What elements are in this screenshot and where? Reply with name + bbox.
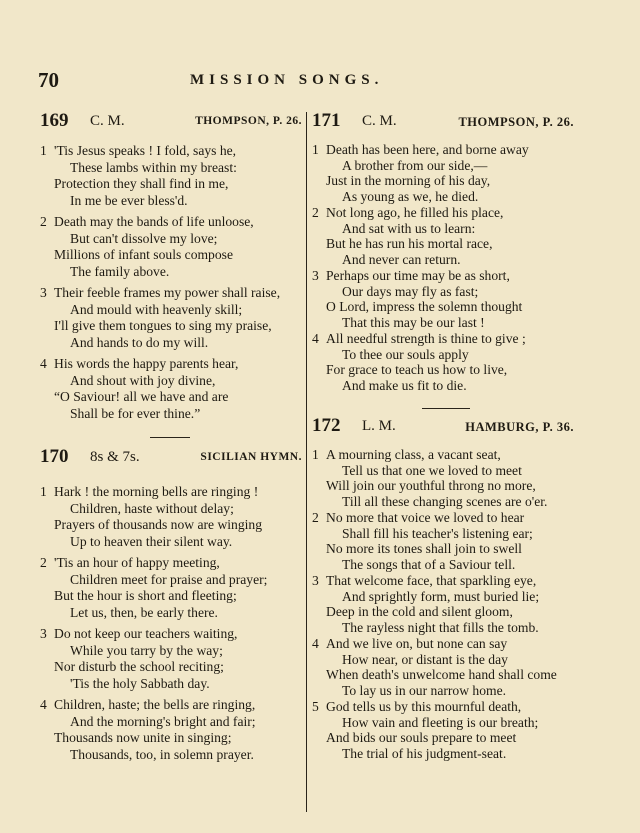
verse-line: A mourning class, a vacant seat, (326, 447, 501, 462)
hymn-number: 170 (40, 446, 69, 467)
verse-line: Death has been here, and borne away (326, 142, 529, 157)
stanza-number: 2 (40, 214, 47, 229)
stanza (312, 636, 574, 698)
stanza-number: 1 (312, 447, 319, 462)
hymn-169 (40, 110, 302, 422)
stanza-number: 2 (312, 510, 319, 525)
stanza (312, 510, 574, 572)
stanza (40, 697, 302, 763)
verse-line: I'll give them tongues to sing my praise, (54, 318, 272, 333)
verse-line: These lambs within my breast: (70, 159, 237, 175)
hymn-tune: SICILIAN HYMN. (200, 451, 302, 463)
verse-line: Shall fill his teacher's listening ear; (342, 525, 533, 541)
verse-line: Protection they shall find in me, (54, 176, 229, 191)
verse-line: 'Tis Jesus speaks ! I fold, says he, (54, 143, 237, 158)
stanza-number: 4 (312, 331, 319, 346)
verse-line: To thee our souls apply (342, 346, 469, 362)
verse-line: Thousands, too, in solemn prayer. (70, 746, 254, 762)
verse-line: Prayers of thousands now are winging (54, 517, 263, 532)
stanza-number: 3 (312, 573, 319, 588)
hymn-meter: 8s & 7s. (90, 449, 140, 465)
stanza-number: 1 (312, 142, 319, 157)
verse-line: And make us fit to die. (342, 377, 467, 393)
verse-line: The songs that of a Saviour tell. (342, 556, 516, 572)
verse-line: Perhaps our time may be as short, (326, 268, 510, 283)
verse-line: When death's unwelcome hand shall come (326, 667, 557, 682)
hymn-tune: THOMPSON, P. 26. (458, 115, 574, 129)
hymn-header (312, 415, 574, 439)
verse-line: That this may be our last ! (342, 314, 485, 330)
stanza-number: 1 (40, 484, 47, 499)
column-rule (306, 112, 307, 812)
hymn-meter: C. M. (362, 113, 397, 129)
verse-line: As young as we, he died. (342, 188, 479, 204)
verse-line: Shall be for ever thine.” (70, 405, 201, 421)
verse-line: And never can return. (342, 251, 461, 267)
verse-line: Do not keep our teachers waiting, (54, 626, 238, 641)
hymn-171 (312, 110, 574, 393)
stanza (312, 699, 574, 761)
stanza-number: 4 (40, 356, 47, 371)
stanza (40, 356, 302, 422)
hymn-header (40, 446, 302, 470)
verse-line: The trial of his judgment-seat. (342, 745, 507, 761)
verse-line: That welcome face, that sparkling eye, (326, 573, 537, 588)
verse-line: The family above. (70, 263, 170, 279)
verse-line: Millions of infant souls compose (54, 247, 233, 262)
verse-line: The rayless night that fills the tomb. (342, 619, 539, 635)
verse-line: And sat with us to learn: (342, 220, 476, 236)
verse-line: 'Tis an hour of happy meeting, (54, 555, 220, 570)
hymn-divider (150, 437, 190, 438)
verse-line: God tells us by this mournful death, (326, 699, 522, 714)
verse-line: Till all these changing scenes are o'er. (342, 493, 548, 509)
verse-line: A brother from our side,— (342, 157, 488, 173)
verse-line: But can't dissolve my love; (70, 230, 218, 246)
stanza (312, 573, 574, 635)
running-title: MISSION SONGS. (190, 72, 384, 88)
verse-line: How vain and fleeting is our breath; (342, 714, 539, 730)
stanza (40, 555, 302, 621)
verse-line: In me be ever bless'd. (70, 192, 188, 208)
verse-line: Up to heaven their silent way. (70, 533, 233, 549)
stanza-number: 2 (312, 205, 319, 220)
stanza (312, 331, 574, 393)
stanza-number: 2 (40, 555, 47, 570)
stanza (40, 626, 302, 692)
verse-line: Their feeble frames my power shall raise, (54, 285, 281, 300)
hymn-divider (422, 408, 470, 409)
hymn-meter: C. M. (90, 113, 125, 129)
verse-line: Just in the morning of his day, (326, 173, 491, 188)
verse-line: Not long ago, he filled his place, (326, 205, 504, 220)
verse-line: Children, haste; the bells are ringing, (54, 697, 256, 712)
stanza (312, 205, 574, 267)
stanza-number: 4 (312, 636, 319, 651)
stanza (312, 447, 574, 509)
verse-line: But the hour is short and fleeting; (54, 588, 237, 603)
verse-line: And we live on, but none can say (326, 636, 508, 651)
stanza (312, 268, 574, 330)
stanza-number: 3 (40, 285, 47, 300)
hymn-tune: HAMBURG, P. 36. (465, 420, 574, 434)
stanza-number: 3 (312, 268, 319, 283)
verse-line: All needful strength is thine to give ; (326, 331, 526, 346)
verse-line: Death may the bands of life unloose, (54, 214, 254, 229)
verse-line: Nor disturb the school reciting; (54, 659, 224, 674)
page-number: 70 (38, 68, 59, 92)
hymn-tune: THOMPSON, P. 26. (195, 115, 302, 127)
verse-line: Hark ! the morning bells are ringing ! (54, 484, 259, 499)
verse-line: But he has run his mortal race, (326, 236, 493, 251)
verse-line: And the morning's bright and fair; (70, 713, 256, 729)
stanza-number: 3 (40, 626, 47, 641)
verse-line: 'Tis the holy Sabbath day. (70, 675, 210, 691)
stanza (40, 484, 302, 550)
verse-line: His words the happy parents hear, (54, 356, 239, 371)
verse-line: Deep in the cold and silent gloom, (326, 604, 513, 619)
stanza (40, 143, 302, 209)
verse-line: Thousands now unite in singing; (54, 730, 232, 745)
verse-line: Our days may fly as fast; (342, 283, 479, 299)
verse-line: And bids our souls prepare to meet (326, 730, 517, 745)
stanza (40, 285, 302, 351)
stanza-number: 1 (40, 143, 47, 158)
verse-line: No more its tones shall join to swell (326, 541, 522, 556)
verse-line: O Lord, impress the solemn thought (326, 299, 523, 314)
stanza (312, 142, 574, 204)
hymn-number: 172 (312, 415, 341, 436)
stanza-number: 4 (40, 697, 47, 712)
verse-line: Tell us that one we loved to meet (342, 462, 522, 478)
verse-line: No more that voice we loved to hear (326, 510, 525, 525)
hymn-172 (312, 415, 574, 761)
stanza (40, 214, 302, 280)
verse-line: While you tarry by the way; (70, 642, 223, 658)
verse-line: For grace to teach us how to live, (326, 362, 508, 377)
verse-line: Let us, then, be early there. (70, 604, 218, 620)
stanza-number: 5 (312, 699, 319, 714)
hymn-header (40, 110, 302, 134)
hymn-header (312, 110, 574, 134)
hymn-170 (40, 446, 302, 763)
verse-line: “O Saviour! all we have and are (54, 389, 229, 404)
hymn-number: 169 (40, 110, 69, 131)
verse-line: And hands to do my will. (70, 334, 209, 350)
verse-line: And sprightly form, must buried lie; (342, 588, 540, 604)
verse-line: Children meet for praise and prayer; (70, 571, 268, 587)
hymn-number: 171 (312, 110, 341, 131)
verse-line: Will join our youthful throng no more, (326, 478, 536, 493)
hymn-meter: L. M. (362, 418, 396, 434)
verse-line: To lay us in our narrow home. (342, 682, 507, 698)
verse-line: How near, or distant is the day (342, 651, 508, 667)
verse-line: And shout with joy divine, (70, 372, 216, 388)
verse-line: And mould with heavenly skill; (70, 301, 243, 317)
verse-line: Children, haste without delay; (70, 500, 234, 516)
